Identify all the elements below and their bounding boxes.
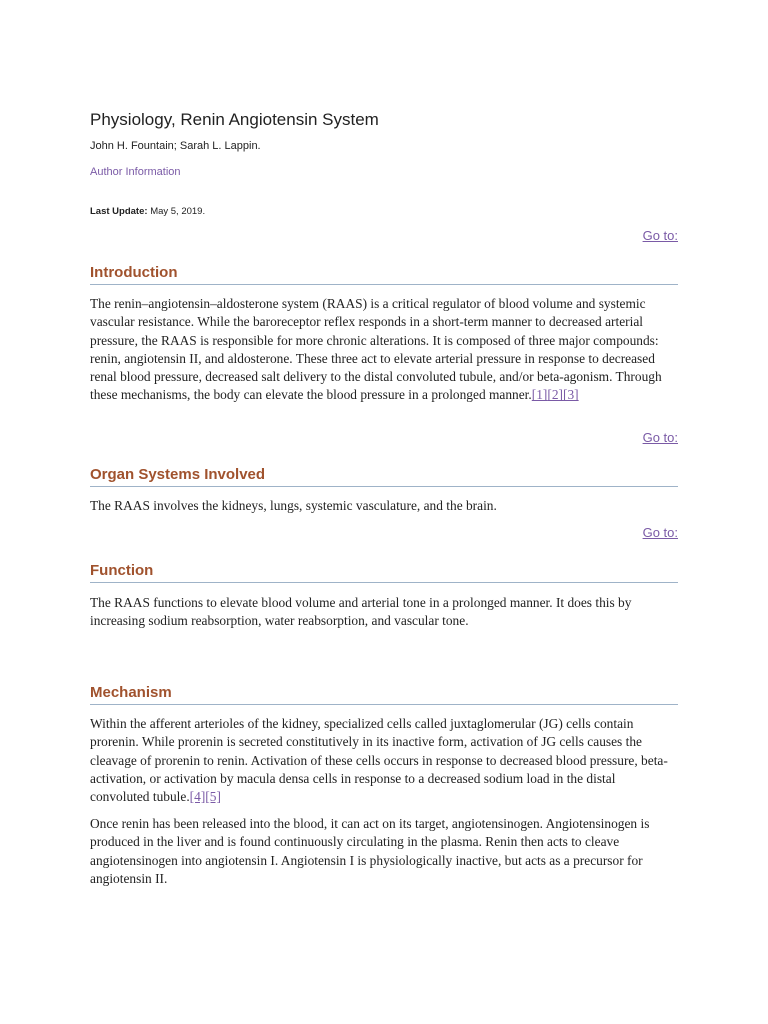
last-update bbox=[90, 206, 205, 217]
last-update-value: May 5, 2019. bbox=[150, 206, 206, 217]
citation-link-4[interactable]: [4] bbox=[189, 789, 206, 805]
author-information-link[interactable]: Author Information bbox=[90, 166, 181, 178]
paragraph-function: The RAAS functions to elevate blood volume and arterial tone in a prolonged manner. It does this by increasing sodium reabsorption, water reabsorption, and vascular tone. bbox=[90, 595, 632, 629]
goto-link[interactable]: Go to: bbox=[642, 430, 678, 445]
paragraph-mechanism-2: Once renin has been released into the blood, it can act on its target, angiotensinogen. Angiotensinogen is produced in the liver and is found continuously circulating in the plasma. Renin then acts to cleave angiotensinogen into angiotensin I. Angiotensin I is physiologically inactive, but acts as a precursor for angiotensin II. bbox=[90, 816, 650, 886]
section-heading-organ-systems: Organ Systems Involved bbox=[90, 466, 678, 487]
citation-link-2[interactable]: [2] bbox=[547, 387, 564, 403]
paragraph-text: Within the afferent arterioles of the kidney, specialized cells called juxtaglomerular (JG) cells contain prorenin. While prorenin is secreted constitutively in its inactive form, activation of JG cells causes the cleavage of prorenin to renin. Activation of these cells occurs in response to decreased blood pressure, beta-activation, or activation by macula densa cells in response to a decreased sodium load in the distal convoluted tubule. bbox=[90, 716, 668, 805]
paragraph-text: The renin–angiotensin–aldosterone system (RAAS) is a critical regulator of blood volume and systemic vascular resistance. While the baroreceptor reflex responds in a short-term manner to decreased arterial pressure, the RAAS is responsible for more chronic alterations. It is composed of three major compounds: renin, angiotensin II, and aldosterone. These three act to elevate arterial pressure in response to decreased renal blood pressure, decreased salt delivery to the distal convoluted tubule, and/or beta-agonism. Through these mechanisms, the body can elevate the blood pressure in a prolonged manner. bbox=[90, 296, 662, 403]
section-heading-mechanism: Mechanism bbox=[90, 684, 678, 705]
citation-link-5[interactable]: [5] bbox=[205, 789, 221, 805]
article-title: Physiology, Renin Angiotensin System bbox=[90, 110, 379, 129]
article-authors: John H. Fountain; Sarah L. Lappin. bbox=[90, 140, 261, 152]
citation-link-3[interactable]: [3] bbox=[563, 387, 579, 403]
citation-link-1[interactable]: [1] bbox=[531, 387, 548, 403]
paragraph-organ-systems: The RAAS involves the kidneys, lungs, systemic vasculature, and the brain. bbox=[90, 498, 497, 513]
goto-link[interactable]: Go to: bbox=[642, 525, 678, 540]
paragraph-introduction bbox=[90, 295, 678, 405]
goto-link[interactable]: Go to: bbox=[642, 228, 678, 243]
paragraph-mechanism-1 bbox=[90, 715, 678, 806]
section-heading-introduction: Introduction bbox=[90, 264, 678, 285]
section-heading-function: Function bbox=[90, 562, 678, 583]
last-update-label: Last Update: bbox=[90, 206, 148, 217]
